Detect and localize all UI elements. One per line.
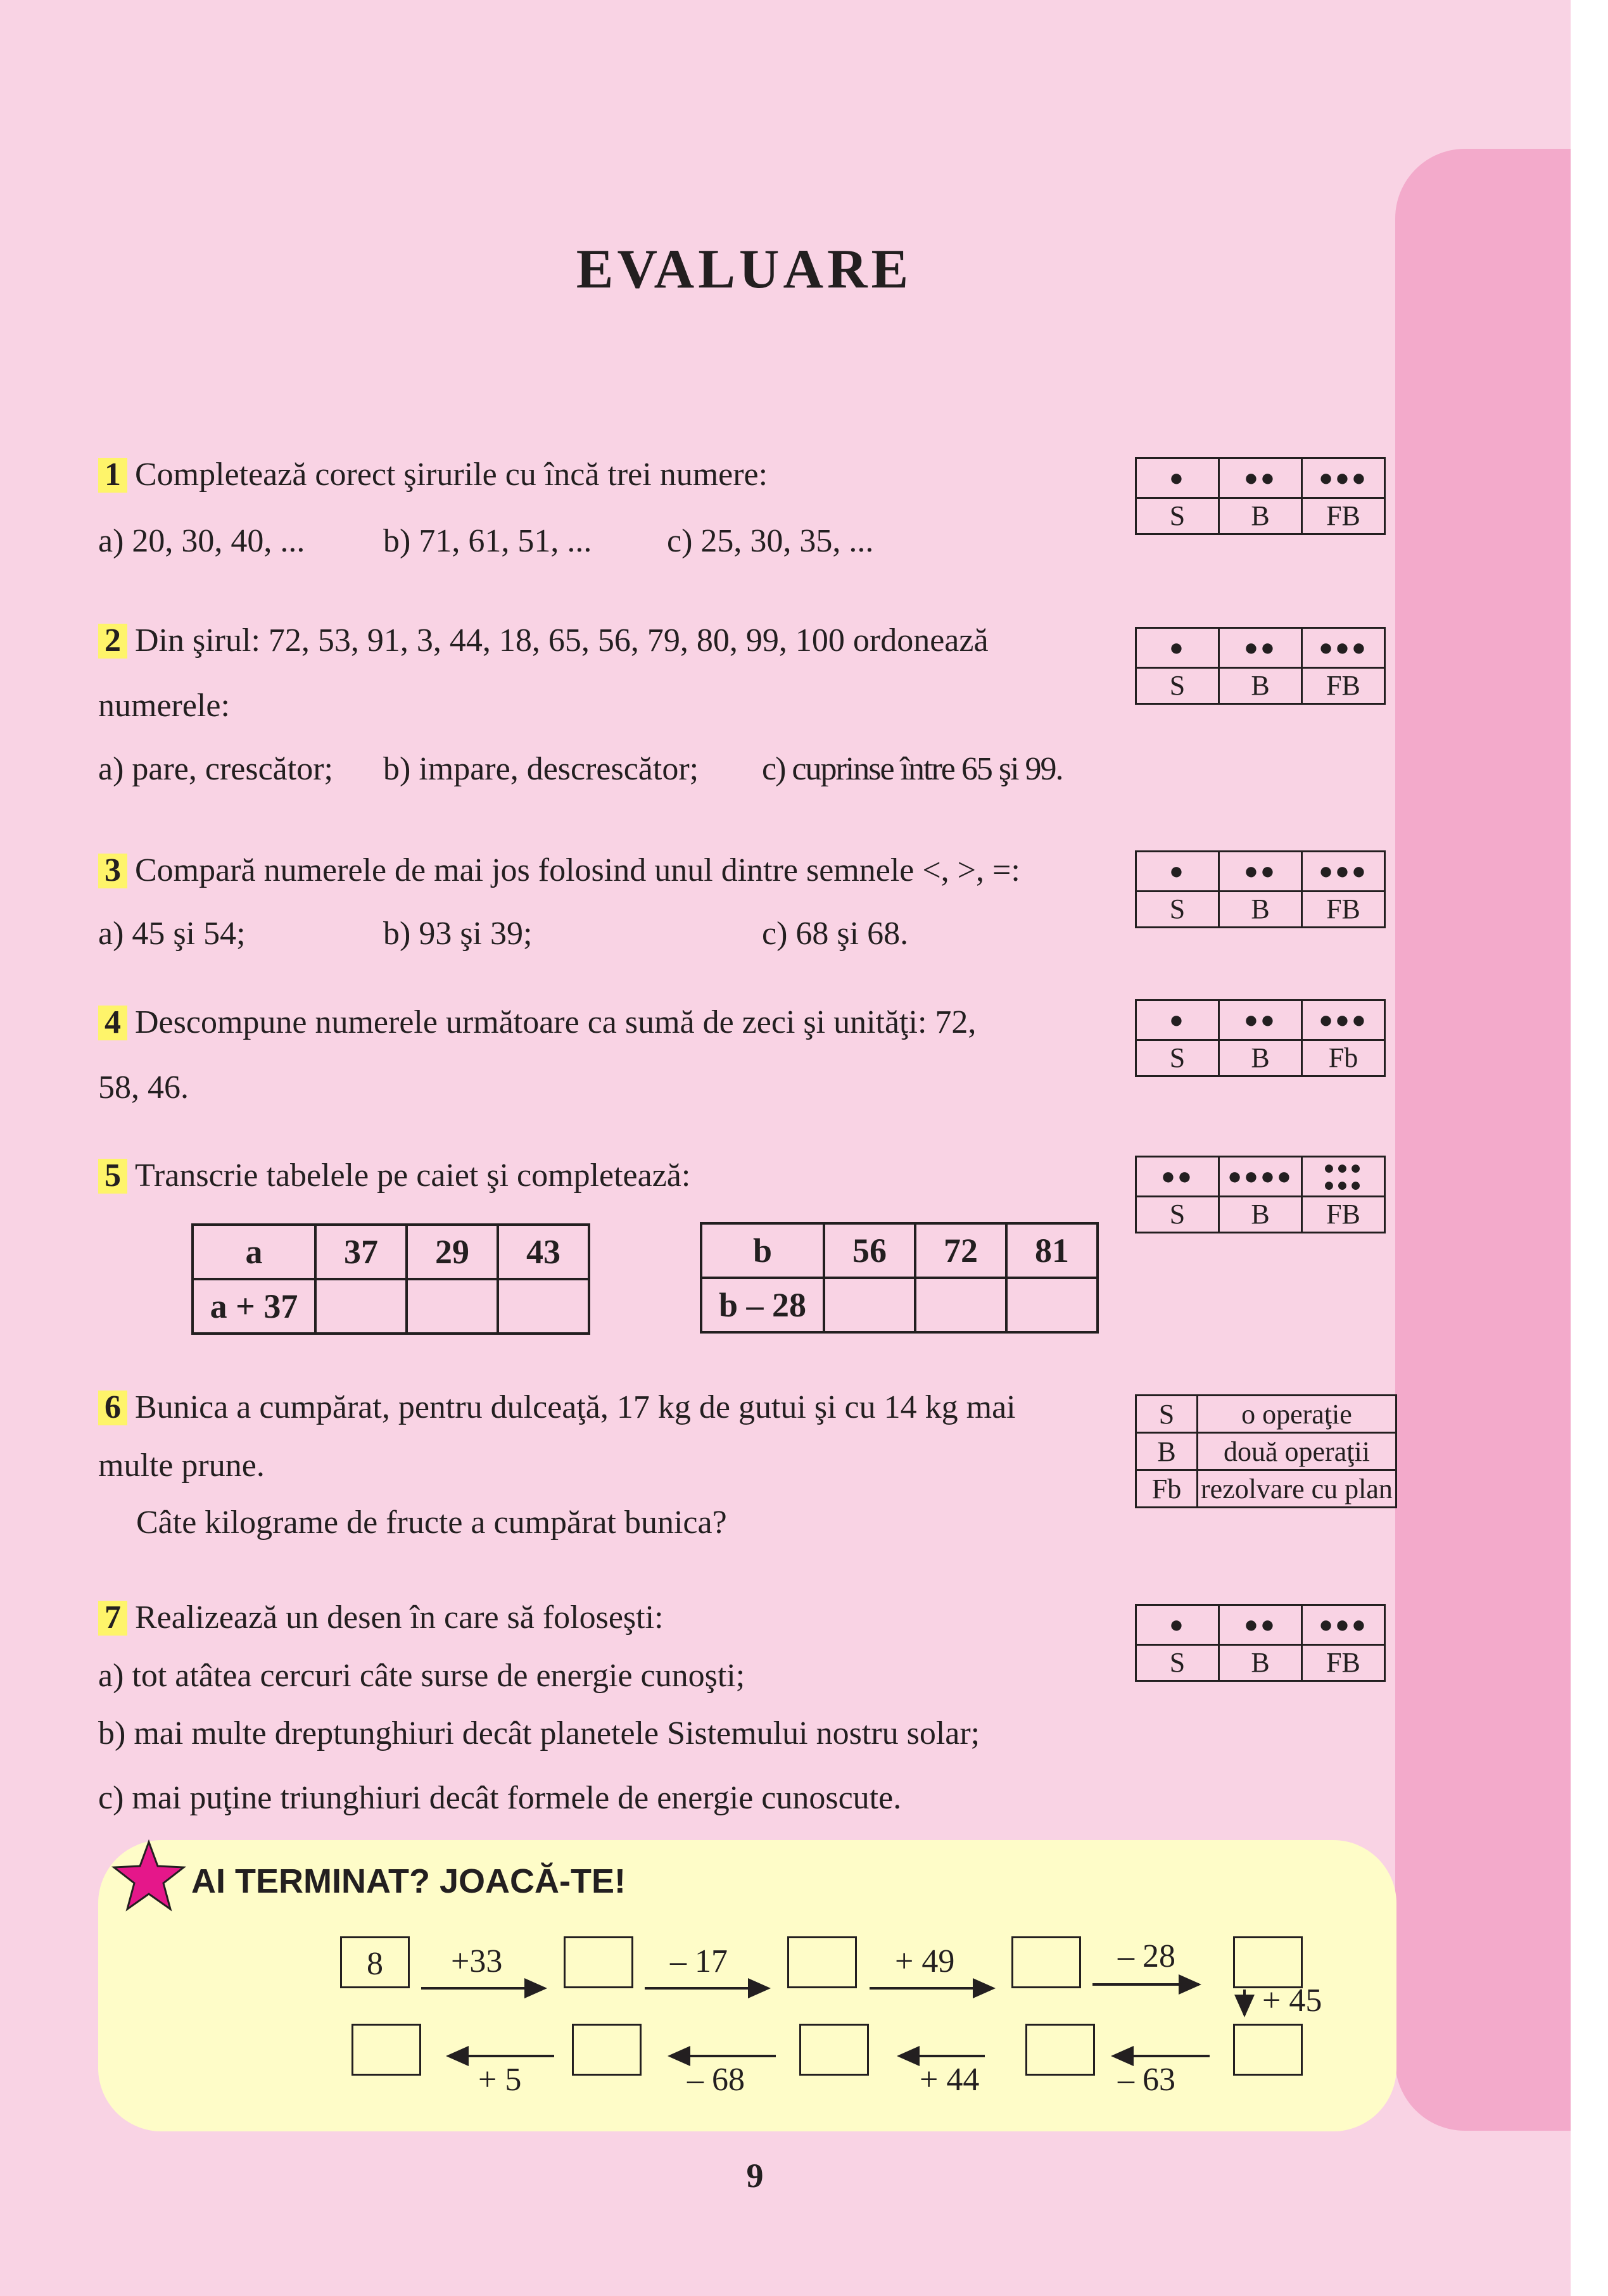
exercise-number: 2 xyxy=(98,624,127,659)
exercise-5-statement: 5 Transcrie tabelele pe caiet şi completează: xyxy=(98,1157,690,1195)
exercise-5-table-b: b 56 72 81 b – 28 xyxy=(700,1222,1099,1334)
exercise-2-statement-cont: numerele: xyxy=(98,688,230,724)
exercise-1-a: a) 20, 30, 40, ... xyxy=(98,523,305,559)
exercise-3-b: b) 93 şi 39; xyxy=(383,916,533,952)
page-title: EVALUARE xyxy=(576,239,913,300)
exercise-number: 1 xyxy=(98,458,127,493)
game-box[interactable] xyxy=(351,2024,421,2076)
game-operation: + 44 xyxy=(920,2062,980,2098)
game-box-start: 8 xyxy=(340,1936,410,1988)
rubric-1: ● ●● ●●● S B FB xyxy=(1135,457,1386,535)
exercise-3-statement: 3 Compară numerele de mai jos folosind unul dintre semnele <, >, =: xyxy=(98,852,1020,890)
exercise-4-statement: 4 Descompune numerele următoare ca sumă de zeci şi unităţi: 72, xyxy=(98,1004,976,1042)
game-operation: – 28 xyxy=(1118,1938,1175,1974)
game-operation: + 49 xyxy=(895,1943,955,1979)
exercise-5-table-a: a 37 29 43 a + 37 xyxy=(191,1223,590,1335)
exercise-2-statement: 2 Din şirul: 72, 53, 91, 3, 44, 18, 65, 56, 79, 80, 99, 100 ordonează xyxy=(98,622,989,660)
game-operation: – 63 xyxy=(1118,2062,1175,2098)
exercise-number: 6 xyxy=(98,1391,127,1425)
game-operation: +33 xyxy=(451,1943,503,1979)
exercise-2-a: a) pare, crescător; xyxy=(98,751,333,787)
exercise-6-statement-cont: multe prune. xyxy=(98,1448,265,1484)
game-title: AI TERMINAT? JOACĂ-TE! xyxy=(191,1862,626,1900)
game-box[interactable] xyxy=(572,2024,642,2076)
exercise-6-statement: 6 Bunica a cumpărat, pentru dulceaţă, 17 kg de gutui şi cu 14 kg mai xyxy=(98,1389,1016,1427)
rubric-4: ● ●● ●●● S B Fb xyxy=(1135,999,1386,1077)
exercise-7-a: a) tot atâtea cercuri câte surse de energie cunoşti; xyxy=(98,1658,745,1694)
exercise-7-c: c) mai puţine triunghiuri decât formele de energie cunoscute. xyxy=(98,1780,902,1816)
game-operation: – 68 xyxy=(687,2062,745,2098)
rubric-3: ● ●● ●●● S B FB xyxy=(1135,850,1386,928)
exercise-number: 4 xyxy=(98,1006,127,1040)
exercise-2-c: c) cuprinse între 65 şi 99. xyxy=(762,751,1063,787)
game-box[interactable] xyxy=(1011,1936,1081,1988)
exercise-7-b: b) mai multe dreptunghiuri decât planetele Sistemului nostru solar; xyxy=(98,1715,980,1751)
exercise-number: 7 xyxy=(98,1601,127,1636)
exercise-3-a: a) 45 şi 54; xyxy=(98,916,246,952)
exercise-3-c: c) 68 şi 68. xyxy=(762,916,909,952)
exercise-number: 5 xyxy=(98,1159,127,1194)
rubric-2: ● ●● ●●● S B FB xyxy=(1135,627,1386,705)
exercise-6-question: Câte kilograme de fructe a cumpărat bunica? xyxy=(136,1504,727,1541)
rubric-6: S o operaţie B două operaţii Fb rezolvare cu plan xyxy=(1135,1394,1397,1508)
exercise-1-c: c) 25, 30, 35, ... xyxy=(667,523,874,559)
page-number: 9 xyxy=(746,2157,764,2195)
game-box[interactable] xyxy=(564,1936,633,1988)
exercise-7-statement: 7 Realizează un desen în care să foloseşti: xyxy=(98,1599,664,1637)
exercise-4-statement-cont: 58, 46. xyxy=(98,1069,189,1106)
game-box[interactable] xyxy=(1025,2024,1095,2076)
game-box[interactable] xyxy=(799,2024,869,2076)
game-box[interactable] xyxy=(787,1936,857,1988)
rubric-5: ●● ●●●● ●●● ●●● S B FB xyxy=(1135,1156,1386,1233)
game-operation: + 45 xyxy=(1262,1983,1322,2019)
game-operation: + 5 xyxy=(478,2062,522,2098)
game-operation: – 17 xyxy=(670,1943,728,1979)
exercise-number: 3 xyxy=(98,854,127,888)
game-box[interactable] xyxy=(1233,1936,1303,1988)
game-box[interactable] xyxy=(1233,2024,1303,2076)
exercise-2-b: b) impare, descrescător; xyxy=(383,751,699,787)
rubric-7: ● ●● ●●● S B FB xyxy=(1135,1604,1386,1682)
exercise-1-b: b) 71, 61, 51, ... xyxy=(383,523,592,559)
exercise-1-statement: 1 Completează corect şirurile cu încă trei numere: xyxy=(98,456,768,494)
